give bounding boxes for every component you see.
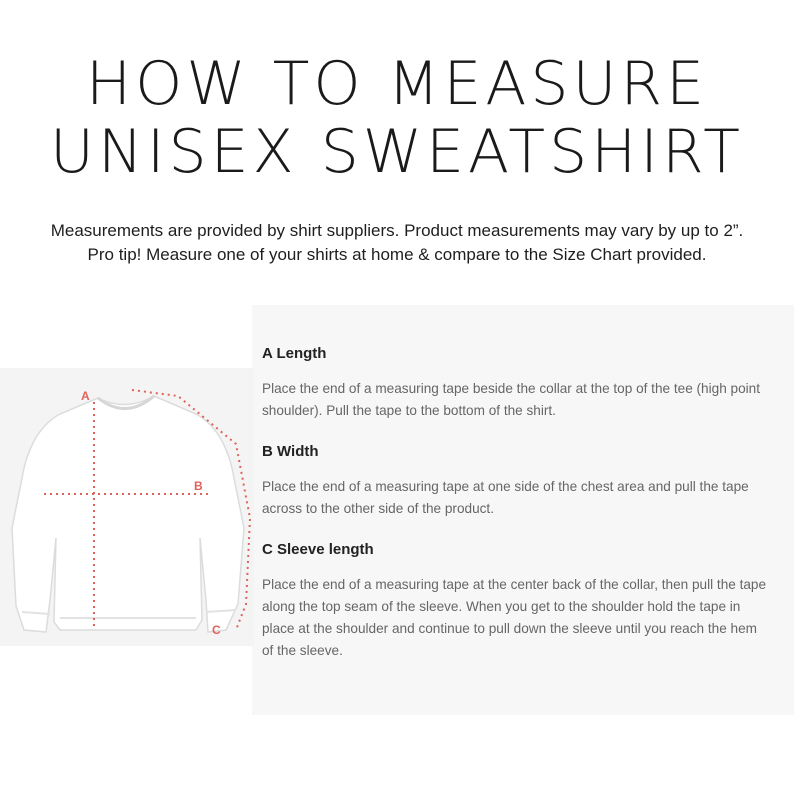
sweatshirt-body	[12, 396, 244, 632]
page-title-line-2: UNISEX SWEATSHIRT	[50, 117, 744, 187]
page-title-line-1: HOW TO MEASURE	[85, 49, 708, 119]
width-heading: B Width	[262, 443, 319, 460]
label-c: C	[212, 623, 221, 637]
length-description: Place the end of a measuring tape beside the collar at the top of the tee (high point shoulder). Pull the tape to the bottom of the shirt.	[262, 381, 761, 418]
width-description: Place the end of a measuring tape at one side of the chest area and pull the tape across to the other side of the product.	[262, 479, 749, 516]
sweatshirt-illustration	[0, 368, 254, 646]
label-b: B	[194, 479, 203, 493]
intro-text-line-1: Measurements are provided by shirt suppliers. Product measurements may vary by up to 2”.	[50, 221, 744, 240]
sweatshirt-diagram	[0, 368, 254, 646]
length-heading: A Length	[262, 345, 327, 362]
sleeve-length-heading: C Sleeve length	[262, 541, 374, 558]
intro-text-line-2: Pro tip! Measure one of your shirts at home & compare to the Size Chart provided.	[87, 245, 707, 264]
sleeve-length-description: Place the end of a measuring tape at the center back of the collar, then pull the tape along the top seam of the sleeve. When you get to the shoulder hold the tape in place at the shoulder and continue to pull down the sleeve until you reach the hem of the sleeve.	[262, 577, 767, 658]
label-a: A	[81, 389, 90, 403]
